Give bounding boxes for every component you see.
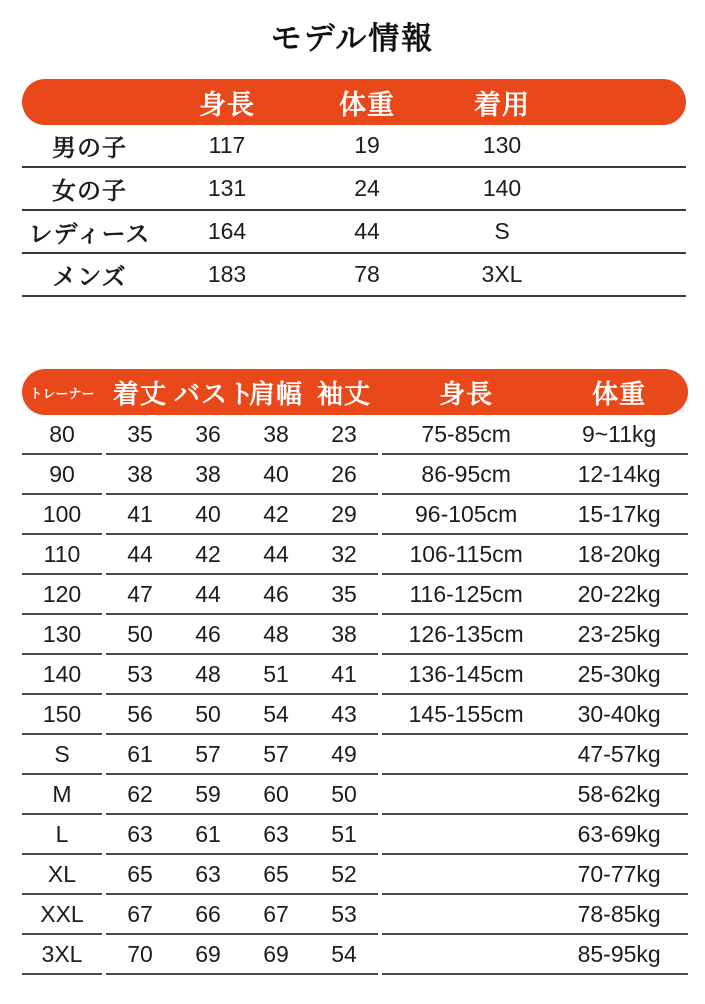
size-cell-height: 126-135cm [408,620,524,647]
size-cell-sleeve: 41 [331,660,357,687]
size-cell-sleeve: 51 [331,820,357,847]
size-cell-group [106,615,378,655]
size-cell-length: 35 [127,420,153,447]
size-cell-size: 130 [22,615,102,655]
table-row [22,125,686,168]
table-row [22,655,688,695]
size-cell-height: 96-105cm [415,500,518,527]
size-cell-size: S [22,735,102,775]
size-cell-bust: 46 [195,620,221,647]
size-cell-body-group [382,855,688,895]
size-table-header [22,369,688,415]
size-cell-bust: 48 [195,660,221,687]
size-cell-bust: 57 [195,740,221,767]
size-cell-group [106,575,378,615]
table-row [22,735,688,775]
size-cell-group [106,535,378,575]
table-row [22,575,688,615]
table-row [22,615,688,655]
size-header-measurements [106,374,378,411]
size-cell-height: 136-145cm [408,660,524,687]
size-cell-bust: 42 [195,540,221,567]
size-cell-weight: 63-69kg [577,820,661,847]
size-cell-weight: 30-40kg [577,700,661,727]
size-cell-bust: 36 [195,420,221,447]
size-cell-weight: 12-14kg [577,460,661,487]
size-cell-group [106,415,378,455]
size-cell-bust: 40 [195,500,221,527]
size-cell-weight: 18-20kg [577,540,661,567]
model-info-table [22,79,686,297]
table-row [22,855,688,895]
table-row [22,935,688,975]
size-cell-height: 75-85cm [421,420,511,447]
size-cell-group [106,815,378,855]
size-cell-body-group [382,495,688,535]
size-cell-bust: 61 [195,820,221,847]
size-header-shoulder: 肩幅 [248,378,303,409]
size-cell-length: 70 [127,940,153,967]
size-cell-sleeve: 32 [331,540,357,567]
size-cell-sleeve: 38 [331,620,357,647]
size-cell-body-group [382,615,688,655]
size-cell-height [382,855,550,893]
size-cell-group [106,495,378,535]
size-cell-group [106,935,378,975]
size-cell-shoulder: 40 [263,460,289,487]
model-cell-height: 164 [207,218,247,244]
size-cell-weight: 25-30kg [577,660,661,687]
model-cell-weight: 19 [354,132,380,158]
table-row [22,895,688,935]
size-cell-length: 50 [127,620,153,647]
size-cell-shoulder: 44 [263,540,289,567]
size-cell-bust: 44 [195,580,221,607]
size-cell-bust: 59 [195,780,221,807]
size-cell-bust: 38 [195,460,221,487]
size-header-garment-type: トレーナー [29,385,95,401]
size-cell-length: 65 [127,860,153,887]
size-cell-size: M [22,775,102,815]
size-cell-group [106,895,378,935]
size-cell-group [106,735,378,775]
size-cell-length: 41 [127,500,153,527]
size-cell-body-group [382,775,688,815]
size-cell-sleeve: 50 [331,780,357,807]
size-cell-body-group [382,455,688,495]
model-cell-wearing: 130 [482,132,522,158]
size-cell-shoulder: 67 [263,900,289,927]
size-cell-size: 90 [22,455,102,495]
size-cell-weight: 9~11kg [581,420,657,447]
size-cell-body-group [382,895,688,935]
model-cell-height: 117 [208,132,246,158]
model-header-weight: 体重 [339,89,395,120]
size-header-sleeve: 袖丈 [316,378,371,409]
table-row [22,535,688,575]
size-cell-weight: 70-77kg [577,860,661,887]
size-cell-length: 53 [127,660,153,687]
size-cell-group [106,695,378,735]
size-cell-size: 140 [22,655,102,695]
table-row [22,455,688,495]
model-table-header [22,79,686,125]
size-cell-bust: 66 [195,900,221,927]
size-cell-height [382,775,550,813]
size-cell-shoulder: 48 [263,620,289,647]
page-title: モデル情報 [270,21,435,56]
model-header-height: 身長 [199,89,255,120]
size-cell-shoulder: 42 [263,500,289,527]
size-cell-body-group [382,415,688,455]
size-cell-size: L [22,815,102,855]
size-cell-size: XXL [22,895,102,935]
size-cell-shoulder: 46 [263,580,289,607]
size-cell-body-group [382,735,688,775]
size-cell-height: 145-155cm [408,700,524,727]
model-cell-wearing: 140 [482,175,522,201]
size-cell-sleeve: 26 [331,460,357,487]
size-cell-height: 86-95cm [421,460,511,487]
size-cell-weight: 78-85kg [577,900,661,927]
size-cell-shoulder: 38 [263,420,289,447]
size-cell-body-group [382,655,688,695]
size-cell-height [382,735,550,773]
size-cell-weight: 85-95kg [577,940,661,967]
size-cell-sleeve: 35 [331,580,357,607]
size-cell-group [106,655,378,695]
size-cell-body-group [382,695,688,735]
size-header-bust: バスト [174,378,256,409]
size-cell-shoulder: 60 [263,780,289,807]
size-cell-height: 116-125cm [409,580,523,607]
size-cell-shoulder: 63 [263,820,289,847]
size-cell-group [106,775,378,815]
size-cell-height [382,815,550,853]
size-cell-size: 110 [22,535,102,575]
size-cell-bust: 69 [195,940,221,967]
size-cell-weight: 23-25kg [577,620,661,647]
size-cell-weight: 15-17kg [577,500,661,527]
size-cell-height [382,935,550,973]
model-cell-height: 131 [207,175,247,201]
size-cell-weight: 20-22kg [577,580,661,607]
size-cell-body-group [382,575,688,615]
size-cell-body-group [382,535,688,575]
size-cell-sleeve: 49 [331,740,357,767]
size-cell-length: 61 [127,740,153,767]
size-cell-size: 80 [22,415,102,455]
size-cell-body-group [382,935,688,975]
size-cell-height [382,895,550,933]
table-row [22,415,688,455]
size-cell-sleeve: 29 [331,500,357,527]
table-row [22,775,688,815]
size-cell-height: 106-115cm [409,540,523,567]
table-row [22,168,686,211]
model-cell-wearing: S [494,218,510,244]
size-cell-length: 38 [127,460,153,487]
size-cell-length: 47 [127,580,153,607]
model-row-label: 男の子 [52,135,127,162]
model-cell-weight: 24 [354,175,380,201]
size-cell-sleeve: 54 [331,940,357,967]
table-row [22,495,688,535]
size-cell-size: 100 [22,495,102,535]
model-row-label: 女の子 [52,178,127,205]
size-cell-size: 3XL [22,935,102,975]
size-cell-shoulder: 69 [263,940,289,967]
size-spec-table [22,369,688,975]
model-row-label: レディース [28,221,151,248]
size-cell-sleeve: 53 [331,900,357,927]
size-cell-size: 120 [22,575,102,615]
model-cell-weight: 44 [354,218,380,244]
table-row [22,211,686,254]
size-cell-sleeve: 43 [331,700,357,727]
size-cell-shoulder: 54 [263,700,289,727]
size-header-body [382,374,688,411]
size-header-length: 着丈 [112,378,167,409]
model-cell-wearing: 3XL [481,261,523,287]
size-cell-bust: 63 [195,860,221,887]
size-cell-sleeve: 52 [331,860,357,887]
size-cell-length: 44 [127,540,153,567]
size-cell-length: 63 [127,820,153,847]
size-cell-shoulder: 57 [263,740,289,767]
model-header-wearing: 着用 [474,89,530,120]
size-cell-group [106,455,378,495]
size-header-weight: 体重 [592,378,647,409]
table-row [22,695,688,735]
size-cell-length: 56 [127,700,153,727]
size-cell-size: 150 [22,695,102,735]
model-cell-weight: 78 [354,261,380,287]
size-cell-weight: 47-57kg [577,740,661,767]
size-cell-size: XL [22,855,102,895]
size-cell-weight: 58-62kg [577,780,661,807]
size-cell-body-group [382,815,688,855]
model-cell-height: 183 [207,261,247,287]
size-cell-bust: 50 [195,700,221,727]
table-row [22,254,686,297]
size-header-height: 身長 [439,378,494,409]
size-cell-sleeve: 23 [331,420,357,447]
size-cell-group [106,855,378,895]
table-row [22,815,688,855]
model-row-label: メンズ [52,264,127,291]
size-cell-length: 62 [127,780,153,807]
size-cell-length: 67 [127,900,153,927]
size-cell-shoulder: 51 [263,660,289,687]
size-cell-shoulder: 65 [263,860,289,887]
